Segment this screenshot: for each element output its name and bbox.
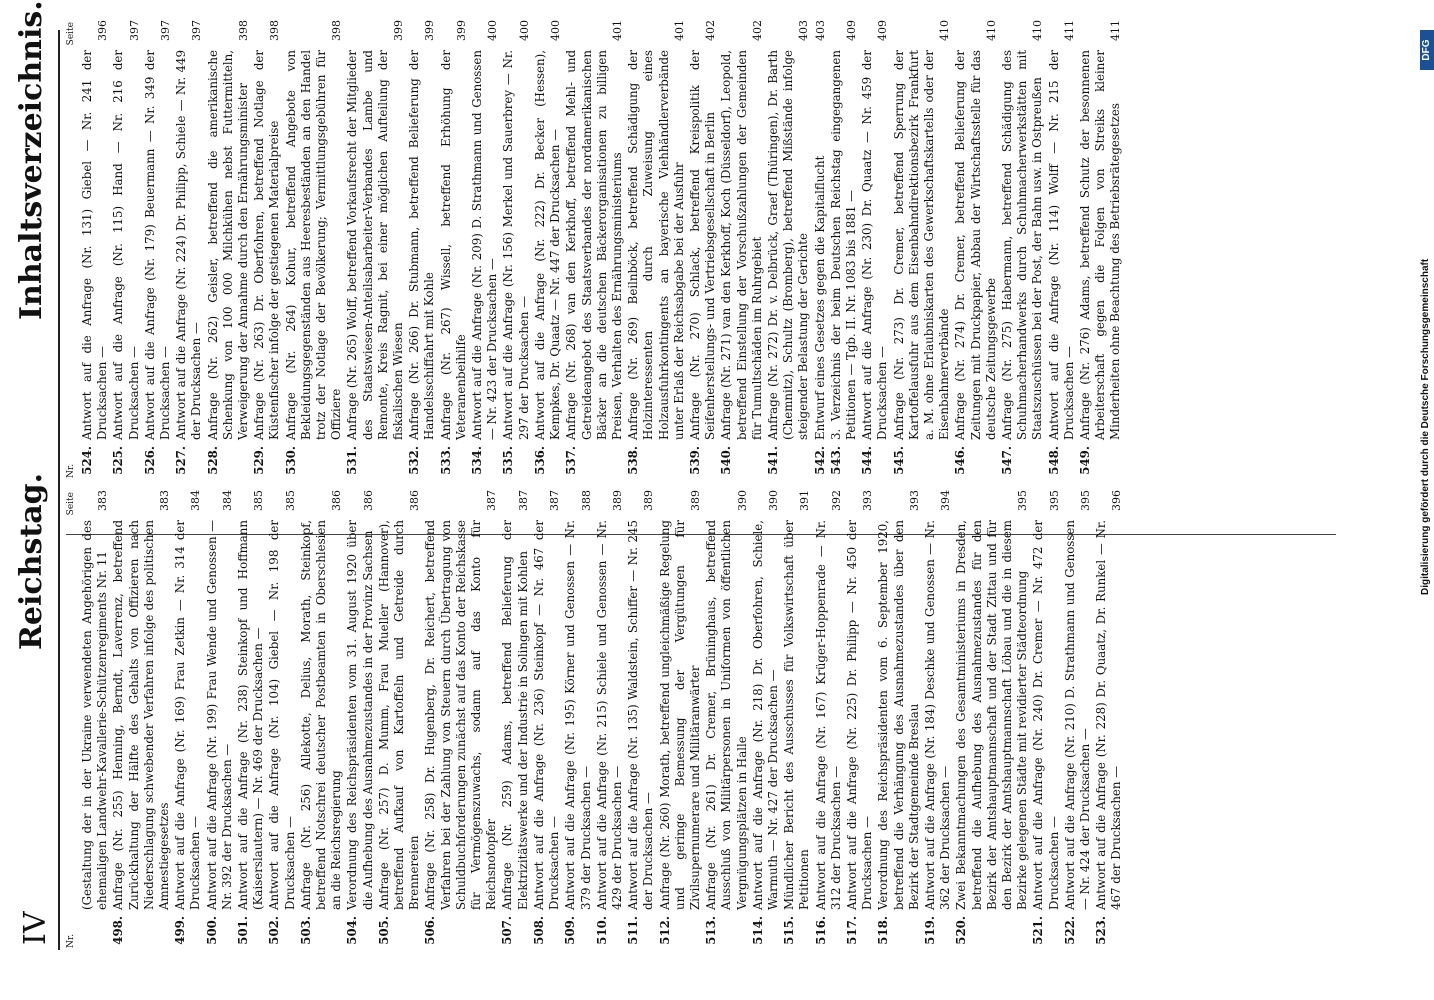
entry-page: 396 (1110, 490, 1124, 511)
entry-page: 398 (330, 20, 344, 41)
page-number: IV (18, 911, 53, 945)
entry-page: 399 (423, 20, 437, 41)
entry-number: 506. (423, 916, 438, 945)
index-entry (345, 490, 375, 950)
entry-text: Zwei Bekanntmachungen des Gesamtministeriums in Dresden, betreffend die Aufhebung des Ausnahmezustandes für den Bezirk der Amtshauptmannschaft und der Stadt Zittau und für den Bezirk der Amtshauptmannschaft Löbau und die in diesem Bezirke gelegenen Städte mit revidierter Städteordnung (954, 520, 1030, 910)
index-entry (595, 490, 625, 950)
entry-text: Anfrage (Nr. 273) Dr. Cremer, betreffend Sperrung der Kartoffelausfuhr aus dem Eisenbahndirektionsbezirk Frankfurt a. M. ohne Erlaubniskarten des Gewerkschaftskartells oder der Eisenbahnerverbände (891, 50, 952, 440)
entry-page: 411 (1109, 20, 1123, 41)
entry-page: 387 (516, 490, 530, 511)
entry-page: 400 (517, 20, 531, 41)
index-entry (470, 20, 500, 480)
entry-text: Anfrage (Nr. 260) Morath, betreffend ungleichmäßige Regelung und geringe Bemessung der Vergütungen für Zivilsupernumerare und Militäranwärter (657, 520, 702, 910)
entry-text: Antwort auf die Anfrage (Nr. 210) D. Strathmann und Genossen — Nr. 424 der Drucksachen — (1062, 520, 1092, 910)
index-entry (267, 490, 297, 950)
entry-number: 536. (532, 446, 547, 475)
entry-text: Anfrage (Nr. 269) Beilnböck, betreffend Schädigung der Holzinteressenten durch Zuweisung eines Holzausfuhrkontingents an bayerische Viehhändlerverbände unter Erlaß der Reichsabgabe bei der Ausfuhr (626, 50, 686, 440)
index-entry (814, 490, 844, 950)
entry-page: 396 (96, 20, 110, 41)
running-title-left: Reichstag. (14, 472, 49, 650)
entry-page: 387 (485, 490, 499, 511)
entry-number: 499. (173, 916, 188, 945)
entry-number: 503. (298, 916, 313, 945)
entry-page: 397 (190, 20, 204, 41)
entry-text: Anfrage (Nr. 276) Adams, betreffend Schutz der besonnenen Arbeiterschaft gegen die Folgen von Streiks kleiner Minderheiten ohne Beachtung des Betriebsrätegesetzes (1078, 50, 1123, 440)
index-entry (766, 20, 812, 480)
entry-text: Antwort auf die Anfrage (Nr. 179) Beuermann — Nr. 349 der Drucksachen — (142, 50, 173, 440)
dfg-logo: DFG (1420, 30, 1434, 70)
entry-text: Anfrage (Nr. 264) Kohur, betreffend Angebote von Bekleidungsgegenständen aus Heeresbeständen an den Handel trotz der Notlage der Bevölkerung; Vermittlungsgebühren für Offiziere (283, 50, 344, 440)
entry-page: 385 (252, 490, 266, 511)
entry-page: 402 (750, 20, 764, 41)
index-entry (626, 490, 656, 950)
entry-page: 411 (1062, 20, 1076, 41)
entry-page: 401 (672, 20, 686, 41)
index-entry (1078, 20, 1124, 480)
entry-number: 531. (345, 446, 360, 475)
entry-page: 403 (797, 20, 811, 41)
index-entry (439, 20, 469, 480)
entry-text: Antwort auf die Anfrage (Nr. 135) Waldstein, Schiffer — Nr. 245 der Drucksachen — (626, 520, 656, 910)
index-entry (688, 20, 718, 480)
entry-number: 515. (782, 916, 797, 945)
entry-page: 399 (392, 20, 406, 41)
entry-text: Anfrage (Nr. 268) van den Kerkhoff, betreffend Mehl- und Getreideangebot des Staatsverbandes der nordamerikanischen Bäcker an die deutschen Bäckerorganisationen zu billigen Preisen, Verhalten des Ernährungsministeriums (564, 50, 624, 440)
entry-page: 398 (268, 20, 282, 41)
entry-text: Antwort auf die Anfrage (Nr. 222) Dr. Becker (Hessen), Kempkes, Dr. Quaatz — Nr. 447 der Drucksachen — (532, 50, 563, 440)
seite-heading: Seite (66, 492, 76, 516)
nr-heading: Nr. (66, 463, 76, 478)
entry-text: Anfrage (Nr. 255) Henning, Berndt, Laverrenz, betreffend Zurückhaltung der Hälfte des Gehalts von Offizieren nach Niederschlagung schwebender Verfahren infolge des politischen Amnestiegesetzes (111, 520, 172, 910)
entry-number: 539. (687, 446, 702, 475)
entry-text: Antwort auf die Anfrage (Nr. 225) Dr. Philipp — Nr. 450 der Drucksachen — (844, 520, 875, 910)
entry-number: 511. (626, 916, 641, 945)
index-entry (1047, 20, 1077, 480)
entry-text: Antwort auf die Anfrage (Nr. 215) Schiele und Genossen — Nr. 429 der Drucksachen — (594, 520, 624, 910)
entry-text: Anfrage (Nr. 266) Dr. Stubmann, betreffend Belieferung der Handelsschiffahrt mit Kohle (407, 50, 437, 440)
entry-page: 383 (96, 490, 110, 511)
entry-number: 528. (205, 446, 220, 475)
index-entry (284, 20, 345, 480)
index-entry (236, 490, 266, 950)
entry-page: 398 (237, 20, 251, 41)
entry-text: Antwort auf die Anfrage (Nr. 199) Frau Wende und Genossen — Nr. 392 der Drucksachen — (204, 520, 234, 910)
entry-text: Antwort auf die Anfrage (Nr. 115) Hand — Nr. 216 der Drucksachen — (111, 50, 141, 440)
entry-text: Anfrage (Nr. 270) Schlack, betreffend Kreispolitik der Seifenherstellungs- und Vertriebsgesellschaft in Berlin (687, 50, 718, 440)
entry-number: 525. (111, 446, 126, 475)
index-entry (845, 490, 875, 950)
entry-number: 507. (500, 916, 515, 945)
index-entry (111, 490, 172, 950)
entry-text: Antwort auf die Anfrage (Nr. 156) Merkel und Sauerbrey — Nr. 297 der Drucksachen — (501, 50, 531, 440)
entry-number: 500. (204, 916, 219, 945)
entry-number: 533. (438, 446, 453, 475)
entry-number: 508. (531, 916, 546, 945)
index-entry (173, 490, 203, 950)
index-entry (876, 490, 922, 950)
entry-number: 502. (267, 916, 282, 945)
entry-text: Antwort auf die Anfrage (Nr. 238) Steinkopf und Hoffmann (Kaiserslautern) — Nr. 469 der Drucksachen — (236, 520, 266, 910)
entry-page: 386 (408, 490, 422, 511)
entry-page: 403 (813, 20, 827, 41)
entry-page: 389 (642, 490, 656, 511)
entry-number: 509. (563, 916, 578, 945)
entry-number: 529. (252, 446, 267, 475)
entry-page: 388 (579, 490, 593, 511)
index-body (66, 20, 1336, 950)
index-entry (719, 20, 765, 480)
column-head (66, 490, 80, 950)
entry-page: 400 (549, 20, 563, 41)
index-entry (407, 20, 437, 480)
entry-text: Antwort auf die Anfrage (Nr. 230) Dr. Quaatz — Nr. 459 der Drucksachen — (860, 50, 890, 440)
entry-number: 544. (860, 446, 875, 475)
entry-text: Antwort auf die Anfrage (Nr. 209) D. Strathmann und Genossen — Nr. 423 der Drucksachen — (470, 50, 500, 440)
entry-text: Antwort auf die Anfrage (Nr. 218) Dr. Oberfohren, Schiele, Warmuth — Nr. 427 der Drucksachen — (750, 520, 780, 910)
seite-heading: Seite (66, 22, 76, 46)
entry-text: Anfrage (Nr. 271) van den Kerkhoff, Koch (Düsseldorf), Leopold, betreffend Einstellung der Vorschußzahlungen der Gemeinden für Tumultschäden im Ruhrgebiet (719, 50, 764, 440)
digitization-sidebar (1418, 0, 1434, 1000)
index-entry (1000, 20, 1046, 480)
entry-number: 518. (876, 916, 891, 945)
entry-number: 517. (844, 916, 859, 945)
entry-number: 516. (813, 916, 828, 945)
index-entry (501, 20, 531, 480)
index-entry (500, 490, 530, 950)
entry-page: 390 (766, 490, 780, 511)
index-entry (954, 490, 1030, 950)
entry-text: Anfrage (Nr. 274) Dr. Cremer, betreffend Belieferung der Zeitungen mit Druckpapier, Abbau der Wirtschaftsstelle für das deutsche Zeitungsgewerbe (953, 50, 998, 440)
entry-text: Anfrage (Nr. 256) Allekotte, Delius, Morath, Steinkopf, betreffend Notschrei deutscher Postbeamten in Oberschlesien an die Reichsregierung (298, 520, 344, 910)
entry-text: Anfrage (Nr. 257) D. Mumm, Frau Mueller (Hannover), betreffend Aufkauf von Kartoffeln und Getreide durch Brennereien (376, 520, 422, 910)
entry-number: 538. (626, 446, 641, 475)
entry-number: 547. (999, 446, 1014, 475)
entry-text: 3. Verzeichnis der beim Deutschen Reichstag eingegangenen Petitionen — Tgb. II. Nr. 1083 bis 1881 — (828, 50, 858, 440)
index-entry (143, 20, 173, 480)
entry-text: Antwort auf die Anfrage (Nr. 131) Giebel — Nr. 241 der Drucksachen — (80, 50, 110, 440)
entry-text: Antwort auf die Anfrage (Nr. 184) Deschke und Genossen — Nr. 362 der Drucksachen — (922, 520, 953, 910)
entry-number: 498. (111, 916, 126, 945)
index-entry (206, 20, 252, 480)
entry-number: 546. (953, 446, 968, 475)
entry-page: 402 (704, 20, 718, 41)
entry-text: Anfrage (Nr. 275) Habermann, betreffend Schädigung des Schuhmacherhandwerks durch Schuhmacherwerkstätten mit Staatszuschüssen bei der Post, der Bahn usw. in Ostpreußen (999, 50, 1045, 440)
entry-page: 395 (1079, 490, 1092, 511)
entry-number: 542. (812, 446, 827, 475)
entry-page: 410 (984, 20, 998, 41)
entry-page: 393 (861, 490, 875, 511)
index-column-right (66, 20, 1336, 480)
entry-text: Antwort auf die Anfrage (Nr. 169) Frau Zetkin — Nr. 314 der Drucksachen — (173, 520, 203, 910)
entry-page: 389 (610, 490, 624, 511)
entry-number: 512. (657, 916, 672, 945)
entry-number: 532. (407, 446, 422, 475)
entry-page: 397 (159, 20, 173, 41)
entry-text: Antwort auf die Anfrage (Nr. 240) Dr. Cremer — Nr. 472 der Drucksachen — (1031, 520, 1061, 910)
entry-text: Antwort auf die Anfrage (Nr. 104) Giebel — Nr. 198 der Drucksachen — (267, 520, 297, 910)
index-entry (1094, 490, 1124, 950)
entry-number: 537. (564, 446, 579, 475)
entry-text: Verordnung des Reichspräsidenten vom 31. August 1920 über die Aufhebung des Ausnahmezustandes in der Provinz Sachsen (345, 520, 375, 910)
index-entry (532, 490, 562, 950)
entry-text: Antwort auf die Anfrage (Nr. 114) Wolff — Nr. 215 der Drucksachen — (1046, 50, 1076, 440)
index-entry (813, 20, 828, 480)
entry-number: 526. (142, 446, 157, 475)
entry-number: 519. (922, 916, 937, 945)
index-entry (563, 490, 593, 950)
entry-text: Verordnung des Reichspräsidenten vom 6. September 1920, betreffend die Verhängung des Ausnahmezustandes über den Bezirk der Stadtgemeinde Breslau (876, 520, 921, 910)
entry-number: 510. (594, 916, 609, 945)
entry-text: Anfrage (Nr. 261) Dr. Cremer, Brüninghaus, betreffend Ausschluß von Militärpersonen in Uniformen von öffentlichen Vergnügungsplätzen in Halle (704, 520, 749, 910)
index-entry (953, 20, 999, 480)
index-entry (80, 490, 110, 950)
entry-page: 401 (610, 20, 624, 41)
entry-number: 527. (174, 446, 189, 475)
entry-page: 391 (798, 490, 812, 511)
index-entry (1031, 490, 1061, 950)
index-entry (205, 490, 235, 950)
entry-page: 386 (330, 490, 344, 511)
entry-number: 534. (470, 446, 485, 475)
index-entry (658, 490, 704, 950)
entry-text: Anfrage (Nr. 263) Dr. Oberfohren, betreffend Notlage der Küstenfischer infolge der gestiegenen Materialpreise (252, 50, 282, 440)
index-entry (345, 20, 406, 480)
entry-number: 541. (765, 446, 780, 475)
entry-text: Antwort auf die Anfrage (Nr. 167) Krüger-Hoppenrade — Nr. 312 der Drucksachen — (813, 520, 843, 910)
entry-page: 390 (735, 490, 749, 511)
entry-number: 548. (1046, 446, 1061, 475)
entry-number: 501. (236, 916, 251, 945)
entry-page: 410 (938, 20, 952, 41)
entry-number: 520. (954, 916, 969, 945)
entry-page: 395 (1047, 490, 1061, 511)
entry-page: 385 (283, 490, 297, 511)
entry-number: 543. (828, 446, 843, 475)
entry-page: 393 (907, 490, 921, 511)
index-entry (923, 490, 953, 950)
index-entry (1063, 490, 1093, 950)
index-entry (252, 20, 282, 480)
index-entry (782, 490, 812, 950)
entry-text: Anfrage (Nr. 258) Dr. Hugenberg, Dr. Reichert, betreffend Verfahren bei der Zahlung von Steuern durch Übertragung von Schuldbuchforderungen zunächst auf das Konto der Reichskasse für Vermögenszuwachs, sodann auf das Konto für Reichsnotopfer (423, 520, 499, 910)
entry-page: 399 (454, 20, 468, 41)
index-entry (533, 20, 563, 480)
entry-text: (Gestaltung der in der Ukraine verwendeten Angehörigen des ehemaligen Landwehr-Kavallerie-Schützenregiments Nr. 11 (80, 520, 110, 910)
entry-page: 386 (361, 490, 375, 511)
entry-page: 384 (189, 490, 203, 511)
entry-number: 514. (750, 916, 765, 945)
entry-text: Anfrage (Nr. 259) Adams, betreffend Belieferung der Elektrizitätswerke und der Industrie in Solingen mit Kohlen (500, 520, 530, 910)
entry-text: Antwort auf die Anfrage (Nr. 195) Körner und Genossen — Nr. 379 der Drucksachen — (563, 520, 593, 910)
entry-page: 383 (158, 490, 172, 511)
entry-text: Antwort auf die Anfrage (Nr. 224) Dr. Philipp, Schiele — Nr. 449 der Drucksachen — (174, 50, 204, 440)
index-entry (111, 20, 141, 480)
entry-number: 513. (704, 916, 719, 945)
entry-page: 409 (844, 20, 858, 41)
header-rule (58, 30, 60, 950)
digitization-note: Digitalisierung gefördert durch die Deutsche Forschungsgemeinschaft (1420, 258, 1431, 595)
index-entry (860, 20, 890, 480)
entry-page: 400 (486, 20, 500, 41)
nr-heading: Nr. (66, 933, 76, 948)
entry-page: 397 (127, 20, 141, 41)
entry-text: Anfrage (Nr. 267) Wissell, betreffend Erhöhung der Veteranenbeihilfe (438, 50, 468, 440)
entry-page: 410 (1031, 20, 1045, 41)
entry-number: 523. (1094, 916, 1109, 945)
index-entry (704, 490, 750, 950)
index-entry (423, 490, 499, 950)
index-entry (377, 490, 423, 950)
entry-number: 540. (719, 446, 734, 475)
entry-number: 521. (1031, 916, 1046, 945)
entry-text: Anfrage (Nr. 272) Dr. v. Delbrück, Graef (Thüringen), Dr. Barth (Chemnitz), Schultz (Bromberg), betreffend Mißstände infolge steigender Belastung der Gerichte (765, 50, 811, 440)
entry-page: 387 (548, 490, 562, 511)
entry-number: 549. (1078, 446, 1092, 475)
entry-page: 395 (1016, 490, 1030, 511)
index-column-left (66, 490, 1336, 950)
entry-page: 384 (220, 490, 234, 511)
entry-number: 522. (1062, 916, 1077, 945)
index-entry (80, 20, 110, 480)
entry-text: Anfrage (Nr. 262) Geisler, betreffend die amerikanische Schenkung von 100 000 Milchkühen nebst Futtermitteln, Verweigerung der Annahme durch den Ernährungsminister (205, 50, 251, 440)
entry-text: Entwurf eines Gesetzes gegen die Kapitalflucht (812, 155, 827, 440)
entry-page: 394 (939, 490, 953, 511)
index-entry (564, 20, 625, 480)
index-entry (829, 20, 859, 480)
entry-text: Anfrage (Nr. 265) Wolff, betreffend Vorkaufsrecht der Mitglieder des Staatswiesen-Anteilsabarbeiter-Verbandes Lambe und Remonte, Kreis Ragnit, bei einer möglichen Aufteilung der fiskalischen Wiesen (345, 50, 406, 440)
index-entry (626, 20, 687, 480)
entry-number: 524. (80, 446, 94, 475)
entry-page: 389 (688, 490, 702, 511)
running-title-right: Inhaltsverzeichnis. (14, 0, 49, 320)
entry-number: 545. (891, 446, 906, 475)
entry-number: 504. (345, 916, 360, 945)
entry-number: 505. (376, 916, 391, 945)
entry-text: Mündlicher Bericht des Ausschusses für Volkswirtschaft über Petitionen (782, 520, 812, 910)
entry-number: 535. (501, 446, 516, 475)
entry-page: 409 (876, 20, 890, 41)
entry-page: 392 (829, 490, 843, 511)
index-entry (892, 20, 953, 480)
entry-number: 530. (283, 446, 298, 475)
entry-text: Antwort auf die Anfrage (Nr. 228) Dr. Quaatz, Dr. Runkel — Nr. 467 der Drucksachen — (1094, 520, 1124, 910)
index-entry (751, 490, 781, 950)
index-entry (174, 20, 204, 480)
index-entry (299, 490, 345, 950)
column-head (66, 20, 80, 480)
entry-text: Antwort auf die Anfrage (Nr. 236) Steinkopf — Nr. 467 der Drucksachen — (531, 520, 562, 910)
